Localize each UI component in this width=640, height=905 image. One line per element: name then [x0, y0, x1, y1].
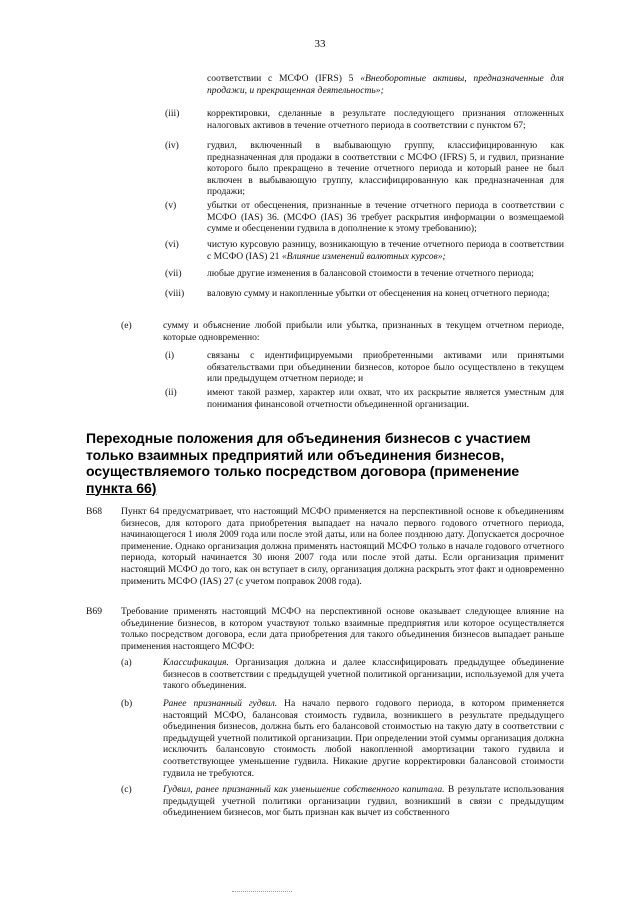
list-item: гудвил, включенный в выбывающую группу, классифицированную как предназначенная для продажи в соответствии с МСФО (IFRS) 5, и гудвил, признание которого было прекращено в течение отчетного периода и который ранее не был включен в выбывающую группу, классифицированную как предназначенная для продажи;: [207, 140, 564, 198]
paragraph-b68: Пункт 64 предусматривает, что настоящий МСФО применяется на перспективной основе к объединениям бизнесов, для которого дата приобретения выпадает на начало первого годового отчетного периода, начинающегося 1 июля 2009 года или после этой даты, или на более позднюю дату. Допускается досрочное применение. Однако организация должна применять настоящий МСФО только в начале годового отчетного периода, который начинается 30 июня 2007 года или после этой даты. Если организация применит настоящий МСФО до того, как он вступает в силу, организация должна раскрыть этот факт и одновременно применить МСФО (IAS) 27 (с учетом поправок 2008 года).: [121, 506, 564, 587]
item-marker: (iv): [165, 140, 179, 151]
item-marker: (viii): [165, 288, 185, 299]
continuation-text: соответствии с МСФО (IFRS) 5 «Внеоборотные активы, предназначенные для продажи, и прекращенная деятельность»;: [207, 73, 564, 96]
list-item: Гудвил, ранее признанный как уменьшение собственного капитала. В результате использования предыдущей учетной политики организации гудвил, возникший в связи с предыдущим объединением бизнесов, мог быть признан как вычет из собственного: [163, 784, 565, 819]
section-title-tail: пункта 66): [86, 479, 157, 496]
item-marker: (vi): [165, 239, 179, 250]
scan-artifact: [232, 891, 292, 894]
item-marker: (i): [165, 350, 175, 361]
list-item: Классификация. Организация должна и далее классифицировать предыдущее объединение бизнесов в соответствии с предыдущей учетной политикой организации, используемой для учета такого объединения.: [163, 657, 564, 692]
item-marker: (a): [121, 657, 132, 668]
list-item: сумму и объяснение любой прибыли или убытка, признанных в текущем отчетном периоде, которые одновременно:: [163, 320, 564, 343]
list-item: любые другие изменения в балансовой стоимости в течение отчетного периода;: [207, 268, 534, 279]
item-marker: (vii): [165, 268, 182, 279]
paragraph-id: B69: [86, 606, 102, 617]
section-title: Переходные положения для объединения бизнесов с участием только взаимных предприятий или объединения бизнесов, осуществляемого только посредством договора (применение пункта 66): [86, 430, 531, 496]
page-number: 33: [314, 38, 326, 50]
list-item: имеют такой размер, характер или охват, что их раскрытие является уместным для понимания финансовой отчетности объединенной организации.: [207, 387, 564, 410]
item-marker: (e): [121, 320, 132, 331]
list-item: связаны с идентифицируемыми приобретенными активами или принятыми обязательствами при объединении бизнесов, которое было осуществлено в текущем или предыдущем отчетном периоде; и: [207, 350, 564, 385]
item-marker: (c): [121, 784, 132, 795]
item-marker: (b): [121, 698, 133, 709]
paragraph-b69: Требование применять настоящий МСФО на перспективной основе оказывает следующее влияние на объединение бизнесов, в котором участвуют только взаимные предприятия или которое осуществляется только посредством договора, если дата приобретения для такого объединения бизнесов выпадает раньше применения настоящего МСФО:: [121, 606, 564, 652]
list-item: корректировки, сделанные в результате последующего признания отложенных налоговых активов в течение отчетного периода в соответствии с пунктом 67;: [207, 108, 564, 131]
list-item: Ранее признанный гудвил. На начало первого годового периода, в котором применяется настоящий МСФО, балансовая стоимость гудвила, возникшего в результате предыдущего объединения бизнесов, должна быть его балансовой стоимостью на такую дату в соответствии с предыдущей учетной политикой организации. При определении этой суммы организация должна исключить балансовую стоимость любой накопленной амортизации такого гудвила и соответствующее уменьшение гудвила. Никакие другие корректировки балансовой стоимости гудвила не требуются.: [163, 698, 564, 779]
list-item: убытки от обесценения, признанные в течение отчетного периода в соответствии с МСФО (IAS) 36. (МСФО (IAS) 36 требует раскрытия информации о возмещаемой сумме и обесценении гудвила в дополнение к этому требованию);: [207, 200, 564, 235]
list-item: чистую курсовую разницу, возникающую в течение отчетного периода в соответствии с МСФО (IAS) 21 «Влияние изменений валютных курсов»;: [207, 239, 564, 262]
item-marker: (iii): [165, 108, 180, 119]
item-marker: (v): [165, 200, 177, 211]
item-marker: (ii): [165, 387, 177, 398]
list-item: валовую сумму и накопленные убытки от обесценения на конец отчетного периода;: [207, 288, 550, 299]
paragraph-id: B68: [86, 506, 102, 517]
